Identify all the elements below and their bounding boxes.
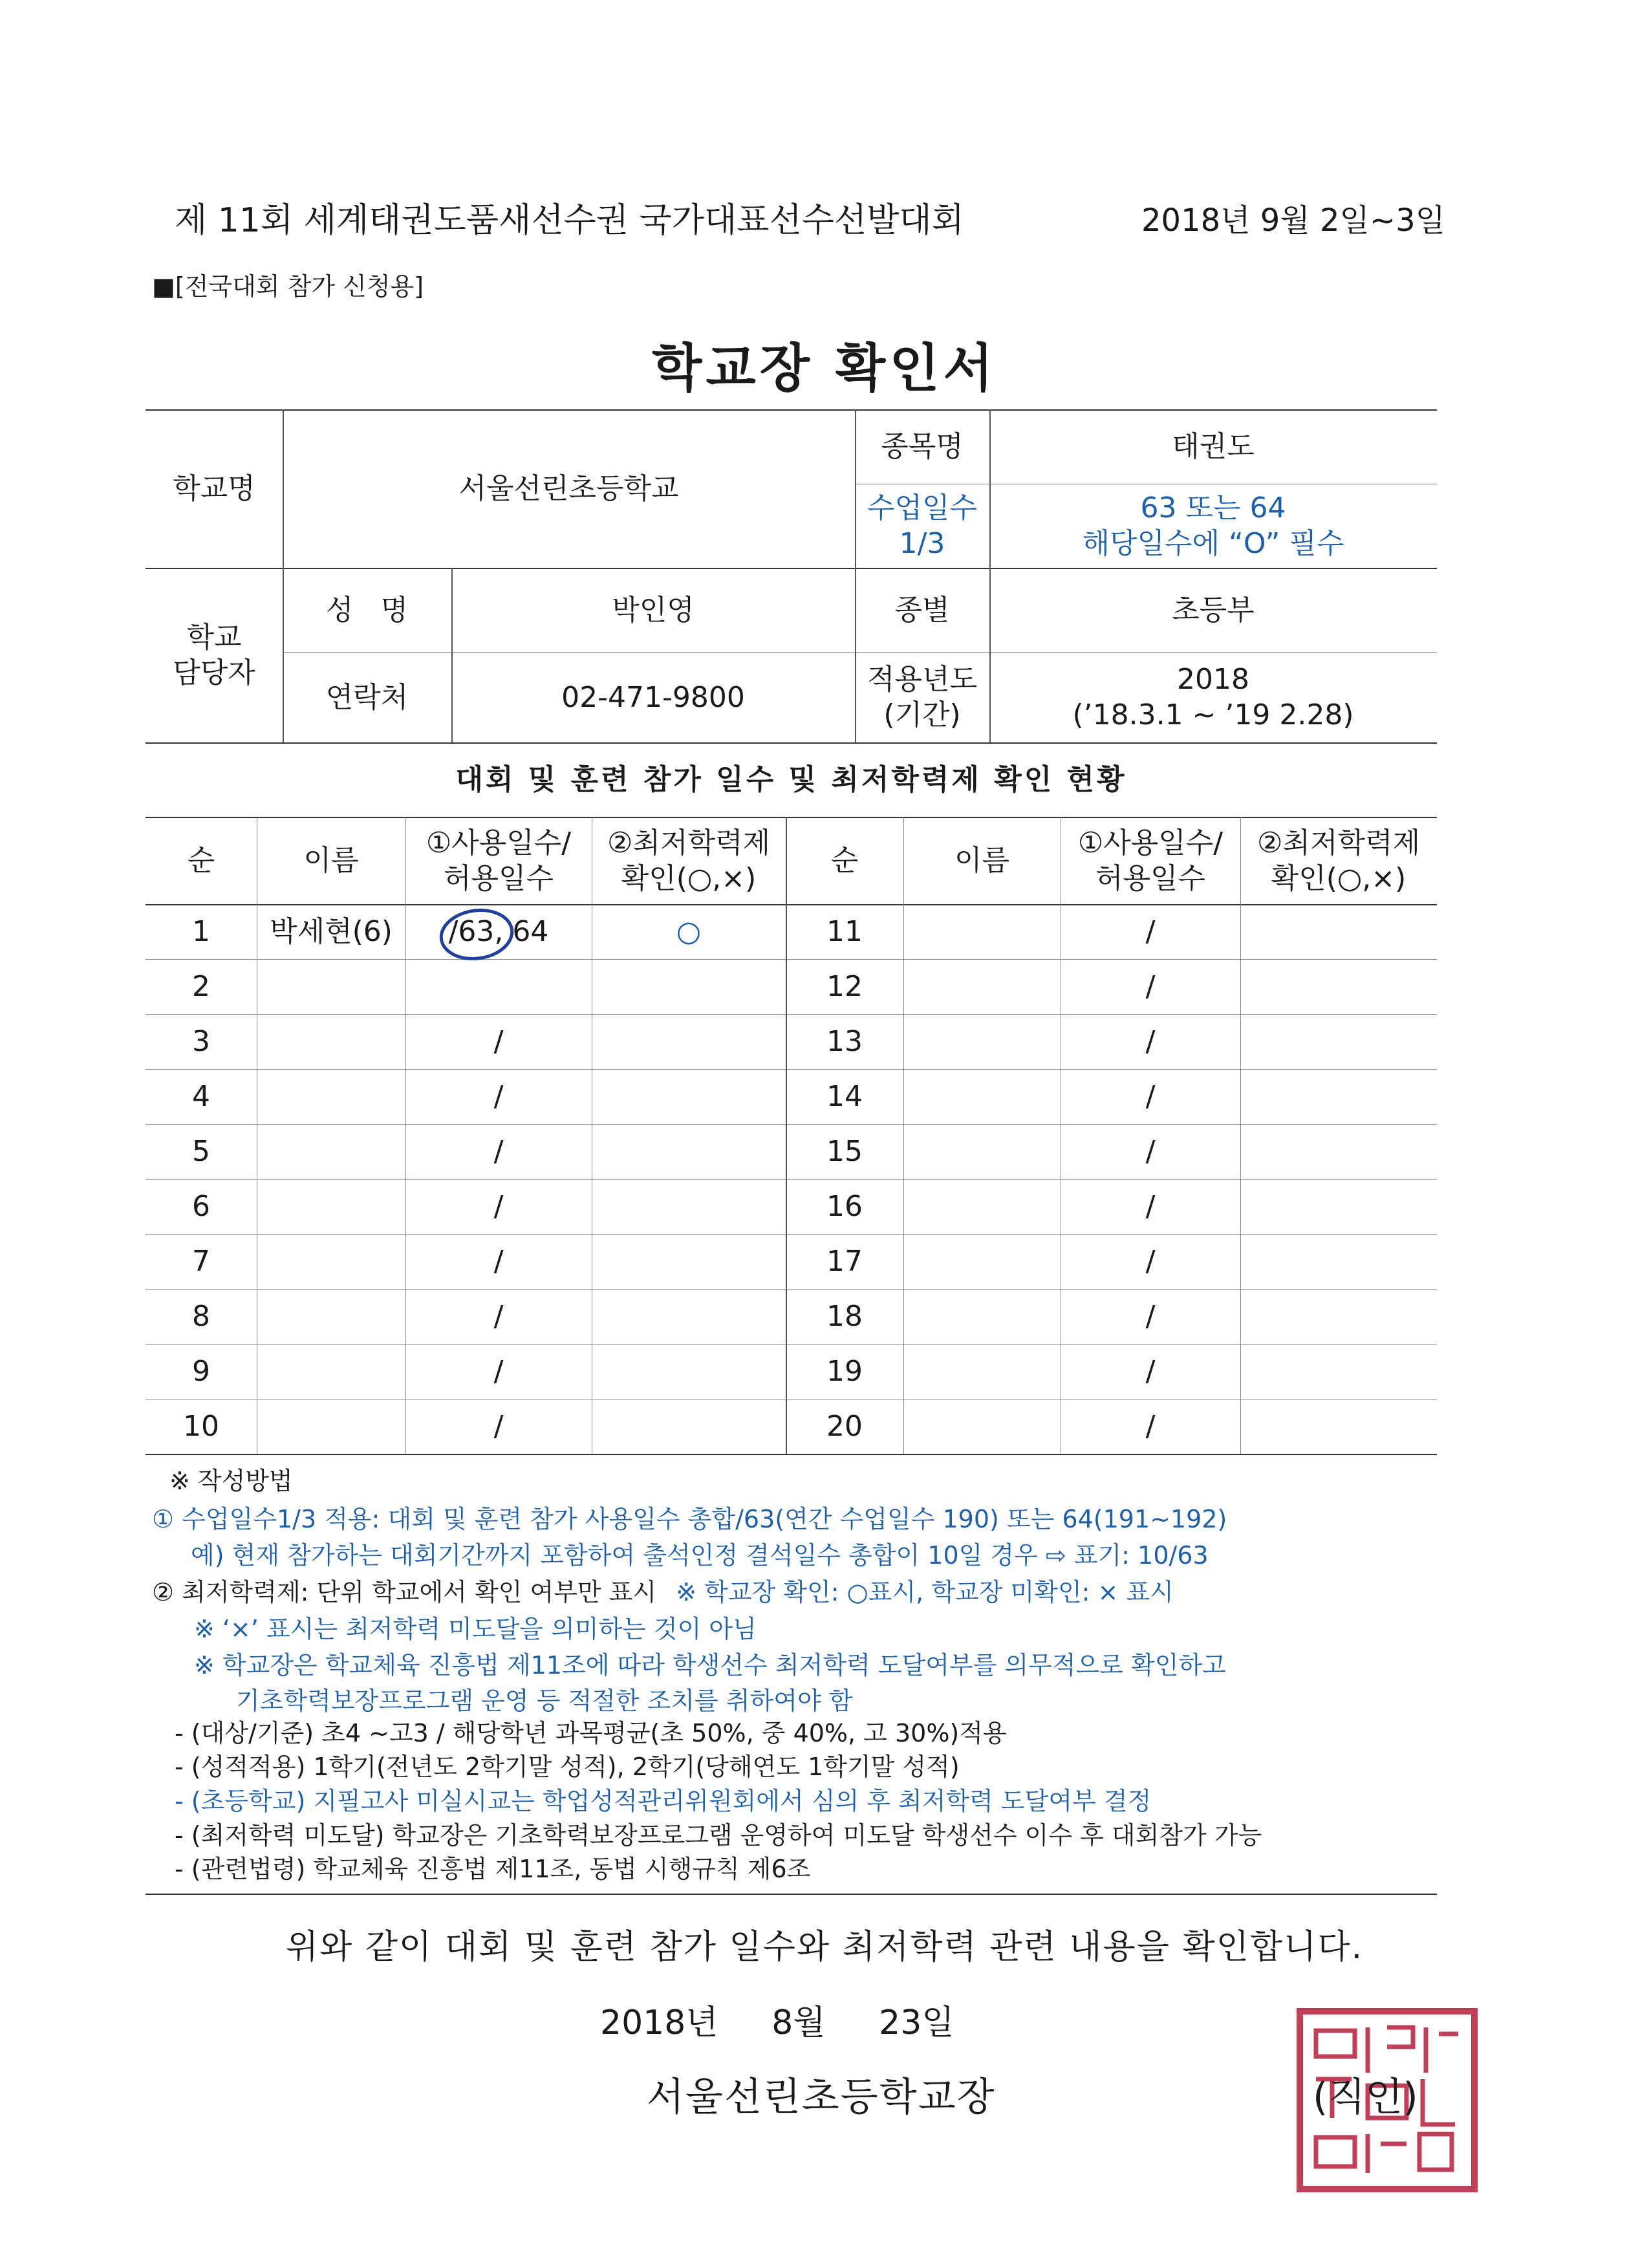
detail-5: - (관련법령) 학교체육 진흥법 제11조, 동법 시행규칙 제6조	[175, 1855, 811, 1883]
detail-1: - (대상/기준) 초4 ~고3 / 해당학년 과목평균(초 50%, 중 40%, 고 30%)적용	[175, 1719, 1007, 1747]
school-name: 서울선린초등학교	[458, 472, 679, 505]
school-label: 학교명	[173, 472, 255, 505]
row-seq: 7	[192, 1245, 210, 1278]
division-value: 초등부	[1172, 593, 1255, 627]
row-seq: 11	[826, 915, 863, 948]
row-used-days: /	[1145, 970, 1156, 1003]
header-used-days-line1: ①사용일수/	[1077, 826, 1223, 859]
notes-bottom-border	[146, 1894, 1437, 1895]
row-name	[903, 1234, 1061, 1289]
note-1a: ① 수업일수1/3 적용: 대회 및 훈련 참가 사용일수 총합/63(연간 수업일수 190) 또는 64(191~192)	[152, 1505, 1227, 1533]
note-2-prefix: ② 최저학력제: 단위 학교에서 확인 여부만 표시	[152, 1578, 657, 1606]
row-seq: 4	[192, 1080, 210, 1113]
row-seq: 13	[826, 1025, 863, 1058]
school-days-value	[989, 484, 1437, 568]
row-used-days: /	[493, 1025, 504, 1058]
note-3: ※ ‘×’ 표시는 최저학력 미도달을 의미하는 것이 아님	[194, 1615, 757, 1643]
year-label-line2: (기간)	[883, 698, 961, 731]
row-seq: 19	[826, 1355, 863, 1388]
row-confirm	[1240, 1234, 1437, 1289]
row-seq: 3	[192, 1025, 210, 1058]
page-title: 학교장 확인서	[652, 338, 997, 398]
row-name	[903, 959, 1061, 1014]
row-name: 박세현(6)	[270, 915, 393, 948]
school-days-value-line1: 63 또는 64	[1140, 491, 1286, 524]
phone-value: 02-471-9800	[561, 680, 745, 714]
school-days-label-line1: 수업일수	[867, 491, 977, 524]
row-confirm	[592, 1069, 786, 1124]
row-used-days: /	[1145, 1300, 1156, 1333]
header-used-days	[405, 817, 592, 904]
row-used-days: /	[493, 1135, 504, 1168]
year-value-line1: 2018	[1177, 663, 1249, 696]
note-2	[152, 1578, 1174, 1608]
row-name	[903, 1014, 1061, 1069]
note-4b: 기초학력보장프로그램 운영 등 적절한 조치를 취하여야 함	[236, 1687, 853, 1715]
row-seq: 9	[192, 1355, 210, 1388]
row-name	[903, 1179, 1061, 1234]
year-label	[855, 652, 989, 742]
row-used-days: /63, 64	[448, 915, 549, 948]
row-name	[257, 1069, 405, 1124]
row-name	[257, 1289, 405, 1344]
row-seq: 6	[192, 1190, 210, 1223]
header-seq: 순	[187, 844, 215, 877]
row-confirm	[1240, 1399, 1437, 1454]
header-min-academic	[592, 817, 786, 904]
row-name	[903, 1069, 1061, 1124]
row-confirm	[1240, 1289, 1437, 1344]
contact-label	[146, 568, 283, 742]
row-used-days: /	[493, 1355, 504, 1388]
header-used-days-line2: 허용일수	[443, 861, 554, 895]
row-confirm	[1240, 1069, 1437, 1124]
row-seq: 16	[826, 1190, 863, 1223]
detail-4: - (최저학력 미도달) 학교장은 기초학력보장프로그램 운영하여 미도달 학생선수 이수 후 대회참가 가능	[175, 1821, 1262, 1850]
year-label-line1: 적용년도	[867, 663, 977, 696]
row-confirm	[1240, 1124, 1437, 1179]
row-used-days: /	[1145, 915, 1156, 948]
header-min-academic	[1240, 817, 1437, 904]
row-used-days: /	[493, 1300, 504, 1333]
section-title: 대회 및 훈련 참가 일수 및 최저학력제 확인 현황	[455, 763, 1127, 796]
division-label: 종별	[894, 593, 950, 627]
header-used-days-line1: ①사용일수/	[426, 826, 572, 859]
row-name	[257, 1399, 405, 1454]
name-value: 박인영	[612, 593, 695, 627]
event-value: 태권도	[1172, 430, 1255, 463]
row-used-days: /	[1145, 1025, 1156, 1058]
header-min-academic-line2: 확인(○,×)	[621, 861, 757, 895]
row-name	[903, 904, 1061, 959]
header-name: 이름	[954, 844, 1009, 877]
row-name	[903, 1289, 1061, 1344]
event-dates: 2018년 9월 2일~3일	[1141, 202, 1445, 239]
row-name	[257, 1124, 405, 1179]
row-name	[903, 1124, 1061, 1179]
handwritten-circle-mark	[436, 905, 521, 964]
header-used-days	[1061, 817, 1240, 904]
table-bottom-border	[146, 1454, 1437, 1455]
row-used-days: /	[493, 1410, 504, 1443]
row-seq: 1	[192, 915, 210, 948]
header-seq: 순	[830, 844, 859, 877]
row-confirm	[592, 1344, 786, 1399]
header-name: 이름	[303, 844, 359, 877]
row-used-days: /	[1145, 1080, 1156, 1113]
row-confirm	[592, 1289, 786, 1344]
row-confirm	[592, 959, 786, 1014]
row-used-days: /	[1145, 1135, 1156, 1168]
row-used-days: /	[1145, 1410, 1156, 1443]
row-confirm	[592, 1399, 786, 1454]
row-confirm	[592, 1014, 786, 1069]
note-2-suffix: ※ 학교장 확인: ○표시, 학교장 미확인: × 표시	[676, 1578, 1174, 1606]
form-type-label: ■[전국대회 참가 신청용]	[152, 272, 424, 301]
row-used-days: /	[493, 1245, 504, 1278]
row-confirm: ○	[676, 915, 702, 948]
row-used-days: /	[1145, 1245, 1156, 1278]
row-confirm	[1240, 1344, 1437, 1399]
detail-2: - (성적적용) 1학기(전년도 2학기말 성적), 2학기(당해연도 1학기말 성적)	[175, 1753, 960, 1781]
row-used-days: /	[493, 1190, 504, 1223]
row-confirm	[1240, 904, 1437, 959]
row-name	[257, 959, 405, 1014]
row-seq: 20	[826, 1410, 863, 1443]
header-min-academic-line1: ②최저학력제	[1257, 826, 1420, 859]
year-value-line2: (’18.3.1 ~ ’19 2.28)	[1072, 698, 1354, 731]
row-confirm	[1240, 1179, 1437, 1234]
row-used-days: /	[1145, 1190, 1156, 1223]
row-name	[903, 1399, 1061, 1454]
row-name	[257, 1179, 405, 1234]
row-used-days	[405, 959, 592, 1014]
row-confirm	[1240, 959, 1437, 1014]
header-min-academic-line1: ②최저학력제	[607, 826, 770, 859]
school-days-label	[855, 484, 989, 568]
event-title: 제 11회 세계태권도품새선수권 국가대표선수선발대회	[175, 201, 964, 240]
row-confirm	[592, 1234, 786, 1289]
confirmation-date: 2018년 8월 23일	[600, 2003, 954, 2042]
confirmation-statement: 위와 같이 대회 및 훈련 참가 일수와 최저학력 관련 내용을 확인합니다.	[285, 1928, 1364, 1967]
row-seq: 12	[826, 970, 863, 1003]
row-used-days: /	[1145, 1355, 1156, 1388]
event-label: 종목명	[881, 430, 964, 463]
name-label: 성 명	[326, 593, 408, 627]
seal-label: (직인)	[1313, 2075, 1418, 2120]
row-confirm	[592, 1124, 786, 1179]
row-seq: 15	[826, 1135, 863, 1168]
principal-name: 서울선린초등학교장	[647, 2075, 996, 2120]
year-value	[989, 652, 1437, 742]
detail-3: - (초등학교) 지필고사 미실시교는 학업성적관리위원회에서 심의 후 최저학력 도달여부 결정	[175, 1787, 1152, 1815]
note-4a: ※ 학교장은 학교체육 진흥법 제11조에 따라 학생선수 최저학력 도달여부를 의무적으로 확인하고	[194, 1651, 1226, 1679]
contact-label-line2: 담당자	[173, 656, 255, 689]
row-seq: 5	[192, 1135, 210, 1168]
row-confirm	[1240, 1014, 1437, 1069]
header-used-days-line2: 허용일수	[1095, 861, 1205, 895]
row-seq: 17	[826, 1245, 863, 1278]
row-confirm	[592, 1179, 786, 1234]
row-name	[257, 1014, 405, 1069]
row-used-days: /	[493, 1080, 504, 1113]
row-seq: 18	[826, 1300, 863, 1333]
school-days-value-line2: 해당일수에 “O” 필수	[1082, 527, 1344, 560]
notes-heading: ※ 작성방법	[169, 1467, 293, 1495]
row-name	[257, 1344, 405, 1399]
row-name	[257, 1234, 405, 1289]
row-seq: 8	[192, 1300, 210, 1333]
phone-label: 연락처	[325, 680, 409, 714]
header-min-academic-line2: 확인(○,×)	[1271, 861, 1406, 895]
note-1b: 예) 현재 참가하는 대회기간까지 포함하여 출석인정 결석일수 총합이 10일 경우 ⇨ 표기: 10/63	[191, 1541, 1209, 1570]
row-seq: 10	[183, 1410, 219, 1443]
row-name	[903, 1344, 1061, 1399]
contact-label-line1: 학교	[186, 621, 242, 654]
row-seq: 2	[192, 970, 210, 1003]
row-seq: 14	[826, 1080, 863, 1113]
school-days-label-line2: 1/3	[899, 527, 945, 560]
